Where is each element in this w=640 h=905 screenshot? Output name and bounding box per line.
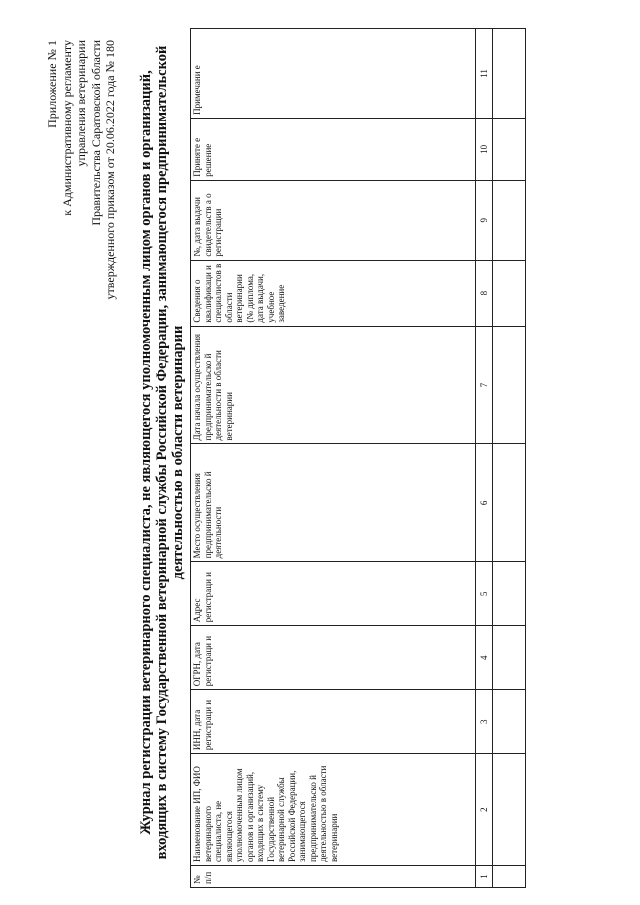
approval-block	[45, 40, 118, 299]
empty-cell	[493, 754, 526, 866]
column-number: 2	[476, 754, 493, 866]
column-number: 6	[476, 444, 493, 562]
header-cell-business-place: Место осуществления предпринимательско й деятельности	[191, 444, 476, 562]
empty-cell	[493, 562, 526, 626]
header-cell-inn: ИНН, дата регистраци и	[191, 690, 476, 754]
header-row	[191, 29, 476, 888]
approval-line: Правительства Саратовской области	[88, 40, 103, 226]
column-number: 8	[476, 260, 493, 326]
header-cell-ogrn: ОГРН, дата регистраци и	[191, 626, 476, 690]
journal-title	[138, 20, 186, 885]
empty-cell	[493, 29, 526, 119]
header-cell-decision: Приняте е решение	[191, 118, 476, 180]
column-number: 5	[476, 562, 493, 626]
header-cell-address: Адрес регистраци и	[191, 562, 476, 626]
header-cell-number: № п/п	[191, 866, 476, 888]
header-cell-start-date: Дата начала осуществления предпринимательско й деятельности в области ветеринарии	[191, 326, 476, 444]
empty-cell	[493, 326, 526, 444]
column-number: 1	[476, 866, 493, 888]
empty-cell	[493, 690, 526, 754]
empty-cell	[493, 866, 526, 888]
header-cell-certificate: №, дата выдачи свидетельств а о регистрации	[191, 180, 476, 260]
header-cell-name: Наименование ИП, ФИО ветеринарного специалиста, не являющегося уполномоченным лицом органов и организаций, входящих в систему Государственной ветеринарной службы Российской Федерации, занимающегося предпринимательско й деятельностью в области ветеринарии	[191, 754, 476, 866]
journal-table	[190, 28, 526, 888]
title-line: деятельностью в области ветеринарии	[170, 325, 186, 580]
column-number: 10	[476, 118, 493, 180]
column-number: 3	[476, 690, 493, 754]
approval-line: Приложение № 1	[45, 40, 59, 128]
empty-cell	[493, 626, 526, 690]
column-number: 9	[476, 180, 493, 260]
column-number-row	[476, 29, 493, 888]
column-number: 4	[476, 626, 493, 690]
empty-cell	[493, 118, 526, 180]
approval-line: управления ветеринарии	[74, 40, 88, 167]
title-line: Журнал регистрации ветеринарного специалиста, не являющегося уполномоченным лицом органов и организаций,	[138, 70, 154, 835]
approval-line: утвержденного приказом от 20.06.2022 года № 180	[103, 40, 117, 300]
empty-row	[493, 29, 526, 888]
column-number: 7	[476, 326, 493, 444]
empty-cell	[493, 444, 526, 562]
empty-cell	[493, 260, 526, 326]
header-cell-qualification: Сведения о квалификаци и специалистов в области ветеринарии (№ диплома, дата выдачи, учебное заведение	[191, 260, 476, 326]
header-cell-notes: Примечани е	[191, 29, 476, 119]
empty-cell	[493, 180, 526, 260]
approval-line: к Административному регламенту	[59, 40, 74, 216]
title-line: входящих в систему Государственной ветеринарной службы Российской Федерации, занимающегося предпринимательской	[154, 45, 170, 860]
column-number: 11	[476, 29, 493, 119]
